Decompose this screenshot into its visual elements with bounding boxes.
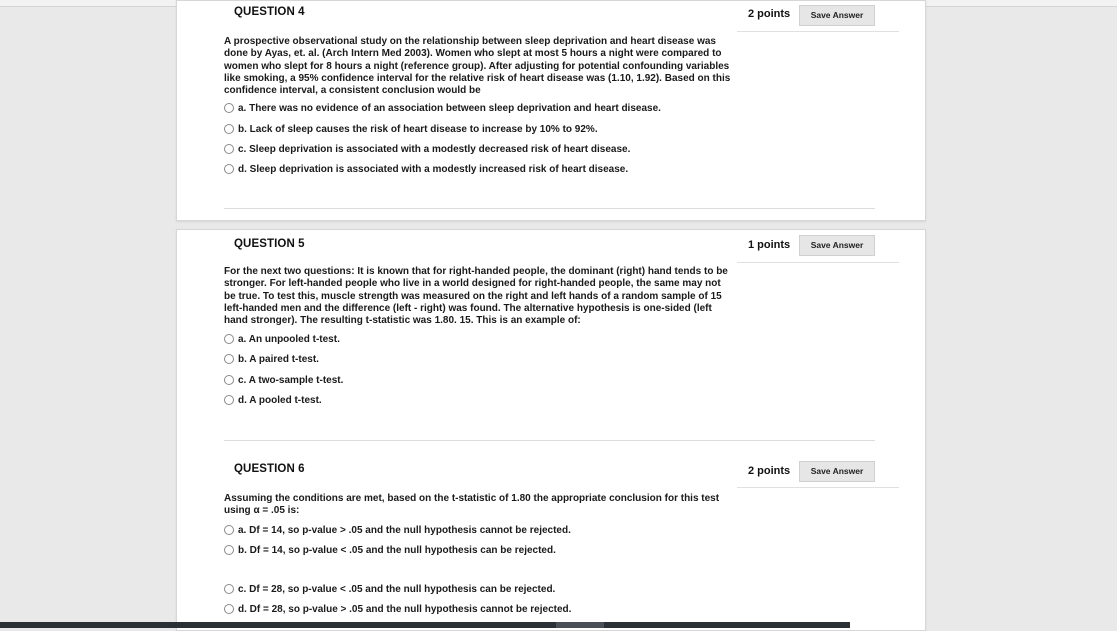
answer-option-a[interactable] <box>224 523 571 537</box>
answer-option-c[interactable] <box>224 142 630 156</box>
radio-button[interactable] <box>224 545 234 555</box>
radio-button[interactable] <box>224 525 234 535</box>
answer-option-label: b. Df = 14, so p-value < .05 and the null hypothesis can be rejected. <box>238 544 556 556</box>
answer-option-d[interactable] <box>224 393 322 407</box>
answer-option-b[interactable] <box>224 543 556 557</box>
radio-button[interactable] <box>224 354 234 364</box>
answer-option-label: a. Df = 14, so p-value > .05 and the null hypothesis cannot be rejected. <box>238 524 571 536</box>
question-panel-5-6 <box>176 229 926 631</box>
answer-option-label: a. An unpooled t-test. <box>238 333 340 345</box>
radio-button[interactable] <box>224 164 234 174</box>
radio-button[interactable] <box>224 334 234 344</box>
header-divider <box>737 487 899 488</box>
question-title: QUESTION 5 <box>234 238 305 250</box>
save-answer-button[interactable]: Save Answer <box>799 235 875 256</box>
answer-option-label: c. A two-sample t-test. <box>238 374 344 386</box>
question-text: Assuming the conditions are met, based on the t-statistic of 1.80 the appropriate conclusion for this test using α = .05 is: <box>224 493 720 517</box>
points-label: 1 points <box>748 239 791 251</box>
answer-option-label: b. Lack of sleep causes the risk of heart disease to increase by 10% to 92%. <box>238 123 598 135</box>
answer-option-label: a. There was no evidence of an association between sleep deprivation and heart disease. <box>238 102 661 114</box>
radio-button[interactable] <box>224 375 234 385</box>
question-title: QUESTION 4 <box>234 6 305 18</box>
radio-button[interactable] <box>224 124 234 134</box>
header-divider <box>737 262 899 263</box>
taskbar <box>0 622 850 628</box>
question-title: QUESTION 6 <box>234 463 305 475</box>
answer-option-label: c. Sleep deprivation is associated with a modestly decreased risk of heart disease. <box>238 143 631 155</box>
taskbar-active-item[interactable] <box>556 622 604 628</box>
answer-option-a[interactable] <box>224 332 340 346</box>
radio-button[interactable] <box>224 584 234 594</box>
radio-button[interactable] <box>224 604 234 614</box>
points-label: 2 points <box>748 465 791 477</box>
save-answer-button[interactable]: Save Answer <box>799 5 875 26</box>
points-label: 2 points <box>748 8 791 20</box>
answer-option-c[interactable] <box>224 373 343 387</box>
radio-button[interactable] <box>224 144 234 154</box>
header-divider <box>737 31 899 32</box>
answer-option-c[interactable] <box>224 582 555 596</box>
answer-option-label: b. A paired t-test. <box>238 353 319 365</box>
answer-option-label: c. Df = 28, so p-value < .05 and the null hypothesis can be rejected. <box>238 583 556 595</box>
answer-option-d[interactable] <box>224 162 628 176</box>
answer-option-b[interactable] <box>224 122 598 136</box>
radio-button[interactable] <box>224 395 234 405</box>
answer-option-b[interactable] <box>224 352 319 366</box>
answer-option-d[interactable] <box>224 602 571 616</box>
question-text: A prospective observational study on the relationship between sleep deprivation and heart disease was done by Ayas, et. al. (Arch Intern Med 2003). Women who slept at most 5 hours a night were compared to women who slept for 8 hours a night (reference group). After adjusting for potential confounding variables like smoking, a 95% confidence interval for the relative risk of heart disease was (1.10, 1.92). Based on this confidence interval, a consistent conclusion would be <box>224 36 731 97</box>
question-divider <box>224 440 875 441</box>
save-answer-button[interactable]: Save Answer <box>799 461 875 482</box>
question-divider <box>224 208 875 209</box>
answer-option-label: d. Sleep deprivation is associated with a modestly increased risk of heart disease. <box>238 163 629 175</box>
question-panel-4 <box>176 0 926 221</box>
answer-option-a[interactable] <box>224 101 661 115</box>
answer-option-label: d. A pooled t-test. <box>238 394 322 406</box>
question-text: For the next two questions: It is known that for right-handed people, the dominant (right) hand tends to be stronger. For left-handed people who live in a world designed for right-handed people, the same may not be true. To test this, muscle strength was measured on the right and left hands of a random sample of 15 left-handed men and the difference (left - right) was found. The alternative hypothesis is one-sided (left hand stronger). The resulting t-statistic was 1.80. 15. This is an example of: <box>224 266 728 327</box>
answer-option-label: d. Df = 28, so p-value > .05 and the null hypothesis cannot be rejected. <box>238 603 572 615</box>
radio-button[interactable] <box>224 103 234 113</box>
